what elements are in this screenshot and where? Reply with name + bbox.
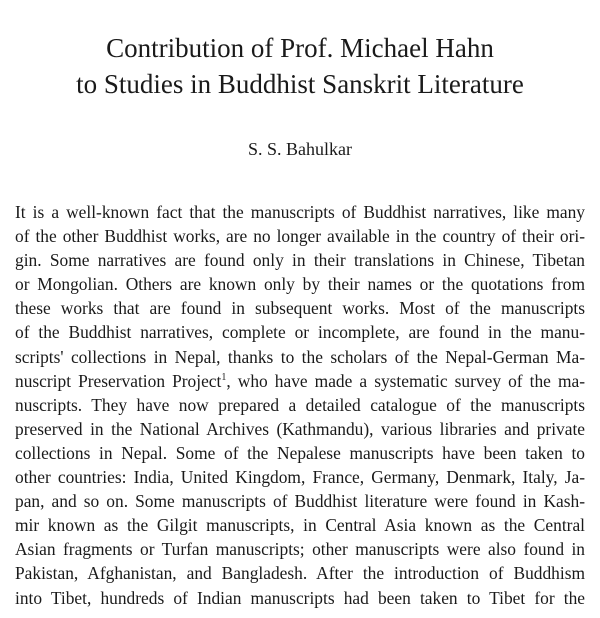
body-paragraph — [15, 200, 585, 610]
body-line: these works that are found in subsequent works. Most of the manuscripts — [15, 298, 585, 319]
body-line: into Tibet, hundreds of Indian manuscripts had been taken to Tibet for the — [15, 587, 585, 608]
body-line: Pakistan, Afghanistan, and Bangladesh. After the introduction of Buddhism — [15, 563, 585, 584]
body-line: other countries: India, United Kingdom, France, Germany, Denmark, Italy, Ja- — [15, 467, 585, 488]
title-line-2: to Studies in Buddhist Sanskrit Literature — [76, 69, 524, 99]
body-line: pan, and so on. Some manuscripts of Buddhist literature were found in Kash- — [15, 491, 585, 512]
paper-title — [0, 30, 600, 102]
body-line: of the Buddhist narratives, complete or incomplete, are found in the manu- — [15, 322, 585, 343]
footnote-marker[interactable]: 1 — [221, 371, 227, 383]
body-line: or Mongolian. Others are known only by their names or the quotations from — [15, 274, 585, 295]
body-line: It is a well-known fact that the manuscripts of Buddhist narratives, like many — [15, 202, 585, 222]
body-line: of the other Buddhist works, are no longer available in the country of their ori- — [15, 226, 585, 247]
body-line: mir known as the Gilgit manuscripts, in Central Asia known as the Central — [15, 515, 585, 536]
body-line: gin. Some narratives are found only in their translations in Chinese, Tibetan — [15, 250, 585, 271]
footnote-suffix: , — [226, 370, 231, 391]
body-line-with-footnote — [15, 369, 585, 393]
body-line: scripts' collections in Nepal, thanks to the scholars of the Nepal-German Ma- — [15, 346, 585, 367]
title-line-1: Contribution of Prof. Michael Hahn — [106, 33, 494, 63]
body-line: nuscripts. They have now prepared a detailed catalogue of the manuscripts — [15, 394, 585, 415]
body-line: preserved in the National Archives (Kathmandu), various libraries and private — [15, 418, 585, 439]
body-line: collections in Nepal. Some of the Nepalese manuscripts have been taken to — [15, 442, 585, 463]
author-name: S. S. Bahulkar — [247, 139, 352, 159]
body-line-part: nuscript Preservation Project — [15, 370, 222, 391]
body-line-part: who have made a systematic survey of the ma- — [237, 370, 585, 391]
body-line: Asian fragments or Turfan manuscripts; other manuscripts were also found in — [15, 539, 585, 560]
